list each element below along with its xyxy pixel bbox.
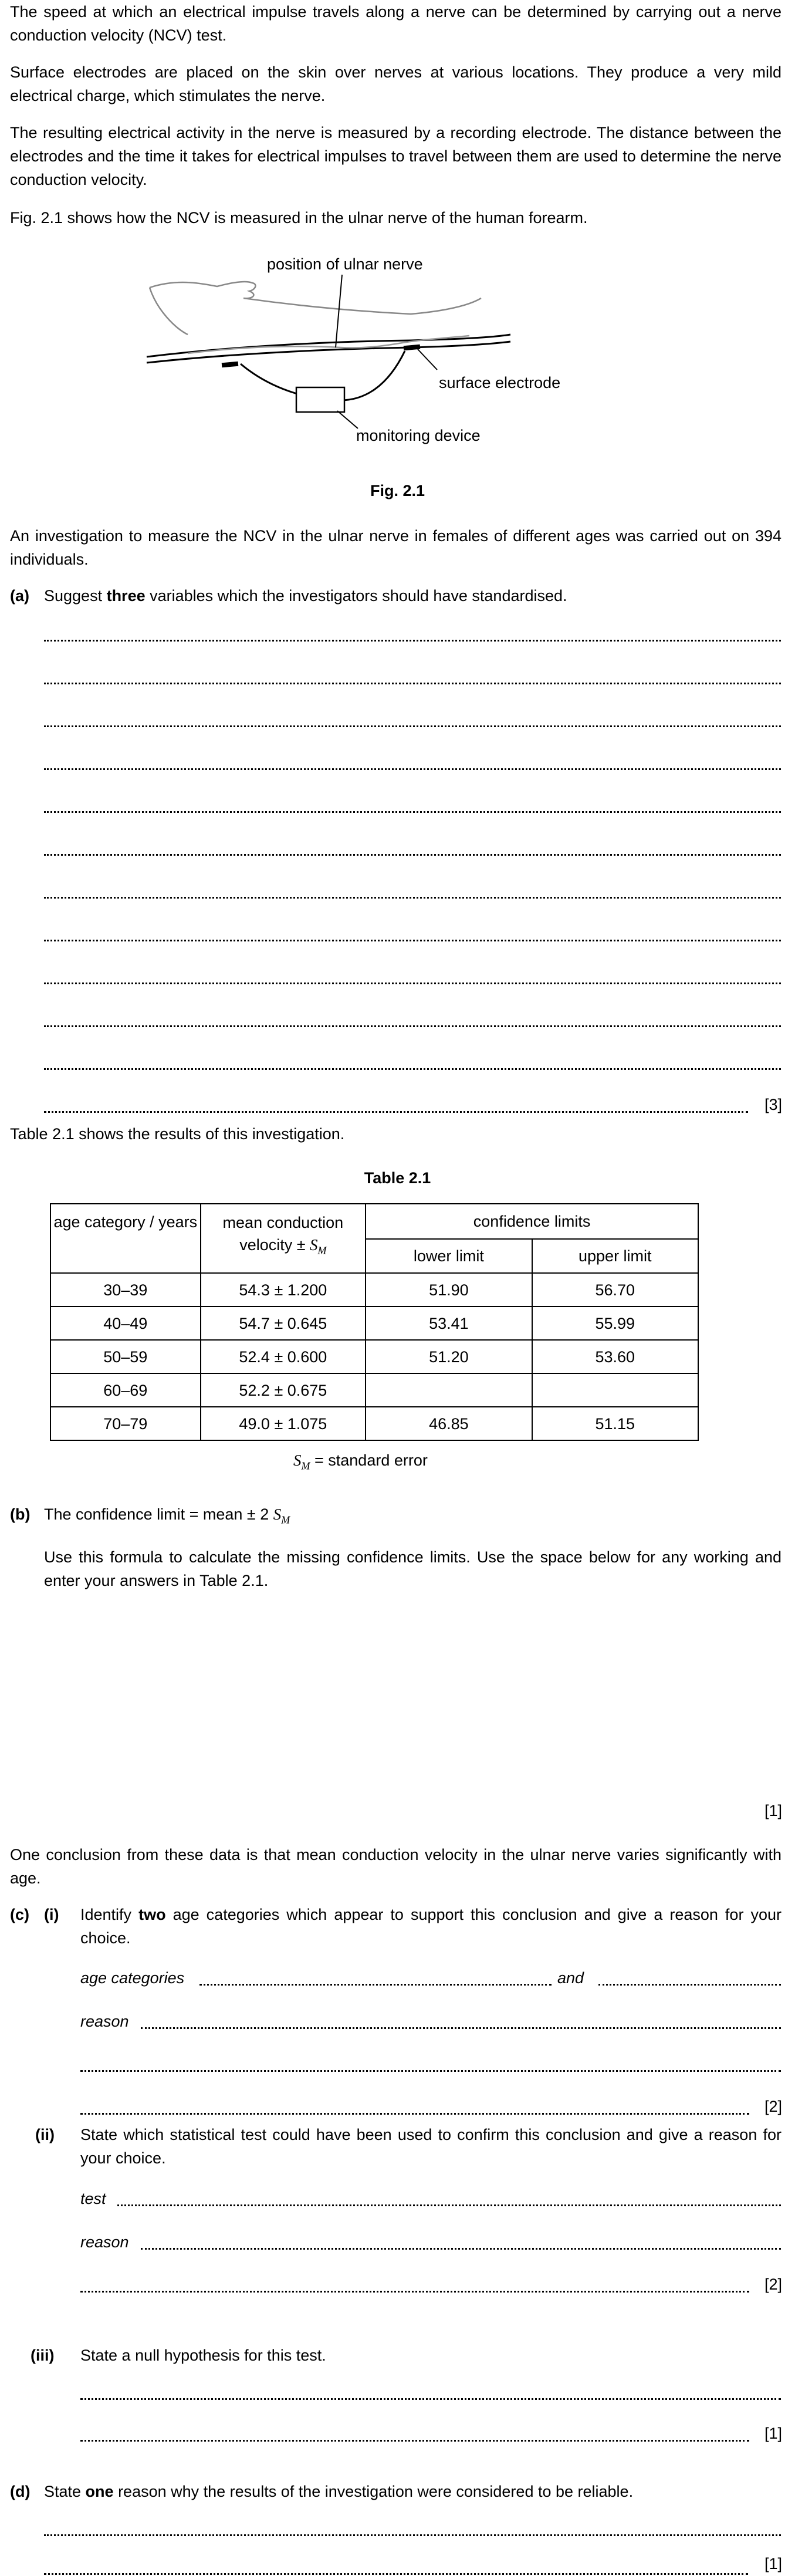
header-mean-velocity: mean conduction velocity ± $S_M$ [201, 1204, 366, 1273]
answer-line-a-4[interactable] [44, 768, 781, 770]
header-confidence-limits: confidence limits [366, 1204, 698, 1239]
answer-reason-c-ii-2[interactable] [80, 2291, 749, 2293]
leader-device [337, 411, 358, 428]
answer-line-a-3[interactable] [44, 725, 781, 727]
cell-mean: 54.7 ± 0.645 [201, 1306, 366, 1340]
cell-lower: 51.90 [366, 1273, 532, 1306]
table-row [50, 1407, 698, 1440]
answer-age-category-2[interactable] [598, 1984, 781, 1986]
label-ulnar-nerve: position of ulnar nerve [267, 255, 423, 273]
question-c-i-label: (i) [44, 1906, 59, 1923]
investigation-text: An investigation to measure the NCV in the ulnar nerve in females of different ages was carried out on 394 individuals. [10, 527, 782, 568]
cell-lower: 46.85 [366, 1407, 532, 1440]
answer-line-a-11[interactable] [44, 1068, 781, 1070]
results-table [50, 1203, 699, 1441]
figure-2-1 [0, 247, 795, 470]
cell-lower: 53.41 [366, 1306, 532, 1340]
answer-d-1[interactable] [44, 2534, 781, 2536]
answer-line-a-8[interactable] [44, 940, 781, 941]
answer-reason-c-i-2[interactable] [80, 2070, 781, 2072]
cell-upper: 53.60 [532, 1340, 698, 1373]
cell-mean: 52.2 ± 0.675 [201, 1373, 366, 1407]
cell-age: 30–39 [50, 1273, 201, 1306]
question-c-iii-label: (iii) [31, 2347, 55, 2364]
intro-paragraph-2: Surface electrodes are placed on the skin over nerves at various locations. They produce a very mild electrical charge, which stimulates the nerve. [10, 63, 782, 104]
mark-d: [1] [764, 2555, 782, 2572]
cell-mean: 54.3 ± 1.200 [201, 1273, 366, 1306]
question-a-label: (a) [10, 587, 29, 605]
and-label: and [557, 1969, 584, 1987]
cell-age: 40–49 [50, 1306, 201, 1340]
figure-caption: Fig. 2.1 [370, 482, 425, 499]
cell-mean: 52.4 ± 0.600 [201, 1340, 366, 1373]
question-a-text: Suggest three variables which the investigators should have standardised. [44, 587, 567, 605]
question-c-ii-label: (ii) [35, 2126, 55, 2143]
table-row [50, 1373, 698, 1407]
answer-reason-c-i-1[interactable] [141, 2027, 781, 2029]
answer-reason-c-i-3[interactable] [80, 2113, 749, 2115]
leader-electrode [418, 349, 437, 370]
table-row [50, 1273, 698, 1306]
cell-age: 60–69 [50, 1373, 201, 1407]
reason-c-ii-label: reason [80, 2233, 129, 2251]
question-c-label: (c) [10, 1906, 29, 1923]
table-row [50, 1340, 698, 1373]
cell-upper: 55.99 [532, 1306, 698, 1340]
cell-lower: 51.20 [366, 1340, 532, 1373]
question-c-i-text: Identify two age categories which appear to support this conclusion and give a reason for your choice. [80, 1906, 782, 1947]
answer-c-iii-2[interactable] [80, 2440, 749, 2442]
question-c-ii-text: State which statistical test could have been used to confirm this conclusion and give a reason for your choice. [80, 2126, 782, 2167]
monitoring-device [296, 387, 344, 412]
intro-paragraph-3: The resulting electrical activity in the nerve is measured by a recording electrode. The distance between the electrodes and the time it takes for electrical impulses to travel between them are used to determine the nerve conduction velocity. [10, 124, 782, 188]
cell-upper: 56.70 [532, 1273, 698, 1306]
intro-paragraph-1: The speed at which an electrical impulse travels along a nerve can be determined by carrying out a nerve conduction velocity (NCV) test. [10, 3, 782, 44]
answer-line-a-10[interactable] [44, 1025, 781, 1027]
answer-test[interactable] [117, 2204, 781, 2206]
cell-mean: 49.0 ± 1.075 [201, 1407, 366, 1440]
question-b-label: (b) [10, 1505, 31, 1523]
label-surface-electrode: surface electrode [439, 374, 561, 391]
arm-upper-outline [150, 282, 481, 314]
mark-b: [1] [764, 1802, 782, 1819]
working-space[interactable] [44, 1596, 781, 1784]
question-d-label: (d) [10, 2483, 31, 2500]
cell-upper-answer[interactable] [532, 1373, 698, 1407]
surface-electrode-left [222, 362, 239, 367]
mark-c-ii: [2] [764, 2275, 782, 2293]
cell-lower-answer[interactable] [366, 1373, 532, 1407]
answer-line-a-6[interactable] [44, 854, 781, 856]
question-d-text: State one reason why the results of the investigation were considered to be reliable. [44, 2483, 634, 2500]
answer-line-a-5[interactable] [44, 811, 781, 813]
answer-line-a-2[interactable] [44, 683, 781, 684]
answer-line-a-12[interactable] [44, 1111, 748, 1113]
header-upper-limit: upper limit [532, 1239, 698, 1273]
conclusion-text: One conclusion from these data is that mean conduction velocity in the ulnar nerve varies significantly with age. [10, 1846, 782, 1887]
question-b-formula: The confidence limit = mean ± 2 $S_M$ [44, 1505, 290, 1526]
intro-paragraph-4: Fig. 2.1 shows how the NCV is measured in the ulnar nerve of the human forearm. [10, 209, 588, 227]
label-monitoring-device: monitoring device [356, 427, 481, 444]
answer-d-2[interactable] [44, 2573, 748, 2575]
reason-c-i-label: reason [80, 2013, 129, 2030]
mark-a: [3] [764, 1096, 782, 1113]
table-caption: Table 2.1 [364, 1169, 431, 1187]
leader-nerve [336, 275, 342, 347]
header-lower-limit: lower limit [366, 1239, 532, 1273]
age-categories-label: age categories [80, 1969, 185, 1987]
answer-reason-c-ii-1[interactable] [141, 2248, 781, 2250]
cell-age: 70–79 [50, 1407, 201, 1440]
question-c-iii-text: State a null hypothesis for this test. [80, 2347, 326, 2364]
answer-age-category-1[interactable] [199, 1984, 552, 1986]
arm-wrist-outline [150, 288, 188, 335]
table-intro-text: Table 2.1 shows the results of this investigation. [10, 1125, 345, 1143]
table-row [50, 1306, 698, 1340]
test-label: test [80, 2190, 106, 2207]
cell-upper: 51.15 [532, 1407, 698, 1440]
table-footnote: $S_M$ = standard error [293, 1451, 428, 1472]
answer-line-a-7[interactable] [44, 897, 781, 899]
mark-c-i: [2] [764, 2098, 782, 2115]
question-b-instructions: Use this formula to calculate the missing confidence limits. Use the space below for any working and enter your answers in Table 2.1. [44, 1548, 782, 1589]
header-age-category: age category / years [50, 1204, 201, 1273]
mark-c-iii: [1] [764, 2425, 782, 2442]
cell-age: 50–59 [50, 1340, 201, 1373]
answer-c-iii-1[interactable] [80, 2398, 781, 2400]
answer-line-a-1[interactable] [44, 640, 781, 642]
answer-line-a-9[interactable] [44, 983, 781, 984]
